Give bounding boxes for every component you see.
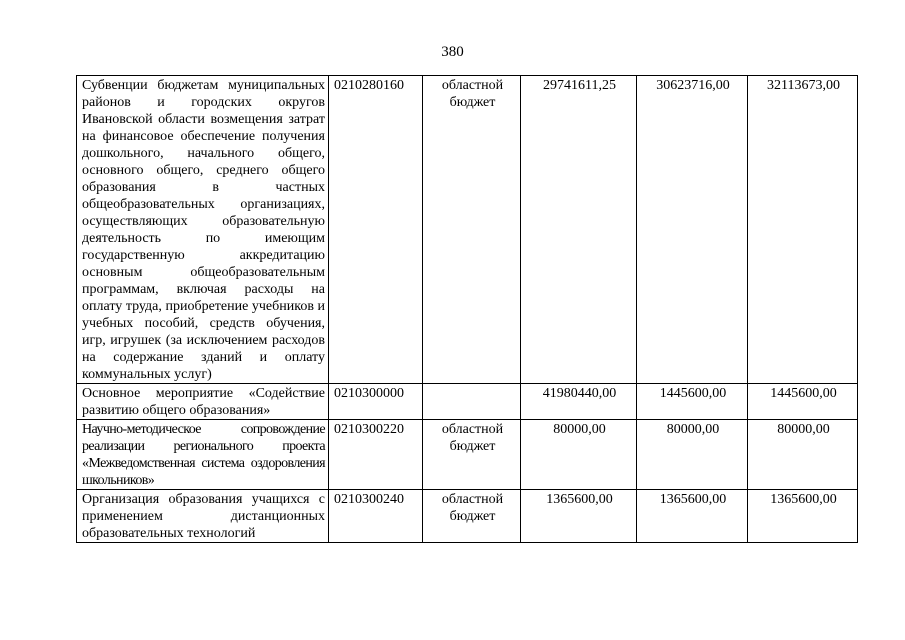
row-code-cell: 0210300000: [329, 384, 423, 420]
row-source-cell: областной бюджет: [423, 490, 521, 543]
row-name-cell: Организация образования учащихся с применением дистанционных образовательных технологий: [77, 490, 329, 543]
page-number: 380: [441, 44, 464, 60]
row-value-year1-cell: 29741611,25: [521, 76, 637, 384]
row-code-cell: 0210300220: [329, 420, 423, 490]
row-value-year1-cell: 80000,00: [521, 420, 637, 490]
budget-table: [76, 75, 858, 543]
row-name-cell: Основное мероприятие «Содействие развитию общего образования»: [77, 384, 329, 420]
row-code-cell: 0210300240: [329, 490, 423, 543]
row-value-year3-cell: 80000,00: [748, 420, 858, 490]
row-value-year2-cell: 1445600,00: [637, 384, 748, 420]
row-code-cell: 0210280160: [329, 76, 423, 384]
row-value-year3-cell: 1365600,00: [748, 490, 858, 543]
row-source-cell: [423, 384, 521, 420]
table-row: [77, 384, 858, 420]
table-row: [77, 76, 858, 384]
row-value-year3-cell: 1445600,00: [748, 384, 858, 420]
row-source-cell: областной бюджет: [423, 420, 521, 490]
row-value-year3-cell: 32113673,00: [748, 76, 858, 384]
row-value-year2-cell: 80000,00: [637, 420, 748, 490]
row-name-cell: Научно-методическое сопровождение реализации регионального проекта «Межведомственная система оздоровления школьников»: [77, 420, 329, 490]
table-row: [77, 420, 858, 490]
row-value-year1-cell: 41980440,00: [521, 384, 637, 420]
row-value-year2-cell: 30623716,00: [637, 76, 748, 384]
row-source-cell: областной бюджет: [423, 76, 521, 384]
row-value-year1-cell: 1365600,00: [521, 490, 637, 543]
row-name-cell: Субвенции бюджетам муниципальных районов и городских округов Ивановской области возмещения затрат на финансовое обеспечение получения дошкольного, начального общего, основного общего, среднего общего образования в частных общеобразовательных организациях, осуществляющих образовательную деятельность по имеющим государственную аккредитацию основным общеобразовательным программам, включая расходы на оплату труда, приобретение учебников и учебных пособий, средств обучения, игр, игрушек (за исключением расходов на содержание зданий и оплату коммунальных услуг): [77, 76, 329, 384]
table-row: [77, 490, 858, 543]
row-value-year2-cell: 1365600,00: [637, 490, 748, 543]
